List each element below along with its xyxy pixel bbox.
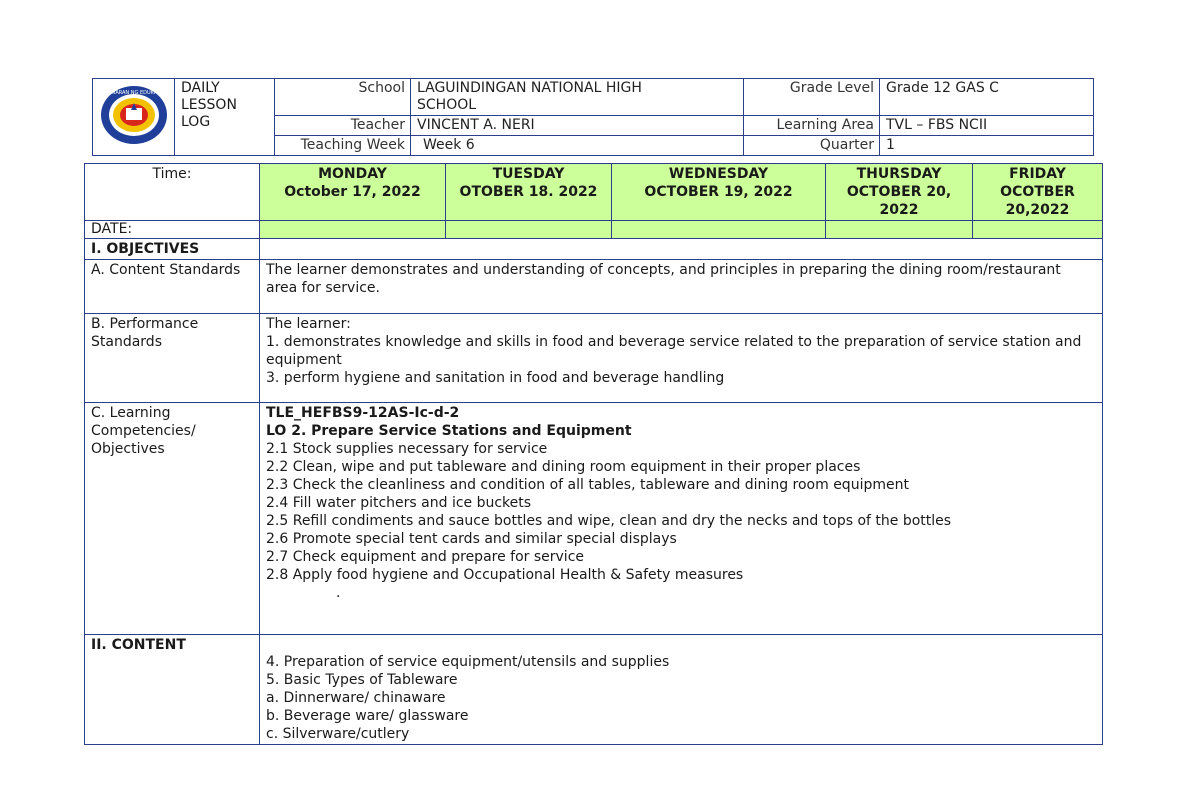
teacher-value: VINCENT A. NERI [411,116,744,136]
content-standards-label: A. Content Standards [85,260,260,314]
grade-level-label: Grade Level [744,79,880,116]
competency-item: 2.1 Stock supplies necessary for service [266,441,548,457]
content-line: a. Dinnerware/ chinaware [266,690,446,706]
competency-item: 2.3 Check the cleanliness and condition of all tables, tableware and dining room equipment [266,477,909,493]
objectives-blank [260,239,1103,260]
performance-line: 3. perform hygiene and sanitation in food and beverage handling [266,370,725,386]
competency-item: 2.5 Refill condiments and sauce bottles and wipe, clean and dry the necks and tops of the bottles [266,513,952,529]
teaching-week-label: Teaching Week [275,136,411,156]
school-value-line: SCHOOL [417,97,477,113]
competency-item: 2.8 Apply food hygiene and Occupational Health & Safety measures [266,567,744,583]
learning-outcome: LO 2. Prepare Service Stations and Equipment [266,423,632,439]
day-date: OCOTBER 20,2022 [1000,184,1075,218]
content-text [260,635,1103,745]
grade-level-value: Grade 12 GAS C [880,79,1094,116]
title-line: LOG [181,114,211,130]
time-label: Time: [85,164,260,221]
daily-lesson-log-title [175,79,275,156]
school-value-line: LAGUINDINGAN NATIONAL HIGH [417,80,642,96]
quarter-value: 1 [880,136,1094,156]
content-line: c. Silverware/cutlery [266,726,410,742]
date-cell-monday [260,221,446,239]
school-label: School [275,79,411,116]
performance-line: 1. demonstrates knowledge and skills in food and beverage service related to the preparation of service station and equipment [266,334,1082,368]
day-header-monday [260,164,446,221]
learning-area-value: TVL – FBS NCII [880,116,1094,136]
learning-area-label: Learning Area [744,116,880,136]
date-row [85,221,1103,239]
title-line: LESSON [181,97,237,113]
date-cell-friday [973,221,1103,239]
content-line: b. Beverage ware/ glassware [266,708,469,724]
learning-competencies-row [85,403,1103,635]
quarter-label: Quarter [744,136,880,156]
date-cell-thursday [826,221,973,239]
day-name: TUESDAY [492,166,565,182]
school-value [411,79,744,116]
competency-item: 2.2 Clean, wipe and put tableware and dining room equipment in their proper places [266,459,861,475]
learning-competencies-text [260,403,1103,635]
day-date: OCTOBER 19, 2022 [644,184,793,200]
content-row [85,635,1103,745]
day-header-wednesday [612,164,826,221]
day-header-row [85,164,1103,221]
competency-item: 2.4 Fill water pitchers and ice buckets [266,495,532,511]
performance-standards-row [85,314,1103,403]
performance-standards-label: B. Performance Standards [85,314,260,403]
svg-text:KAGAWARAN NG EDUKASYON: KAGAWARAN NG EDUKASYON [98,89,169,96]
learning-competencies-label: C. Learning Competencies/ Objectives [85,403,260,635]
content-heading: II. CONTENT [85,635,260,745]
objectives-row [85,239,1103,260]
date-label: DATE: [85,221,260,239]
content-line: 5. Basic Types of Tableware [266,672,458,688]
deped-logo-cell [93,79,175,156]
title-line: DAILY [181,80,220,96]
performance-standards-text [260,314,1103,403]
day-name: WEDNESDAY [668,166,769,182]
header-table [92,78,1094,156]
content-standards-row [85,260,1103,314]
day-header-thursday [826,164,973,221]
day-date: OCTOBER 20, 2022 [846,184,952,218]
deped-seal-icon [99,84,169,146]
performance-line: The learner: [266,316,351,332]
teaching-week-value: Week 6 [411,136,744,156]
day-header-friday [973,164,1103,221]
trailing-mark: . [336,585,341,601]
content-standards-text: The learner demonstrates and understanding of concepts, and principles in preparing the dining room/restaurant area for service. [260,260,1103,314]
day-name: THURSDAY [856,166,942,182]
day-header-tuesday [446,164,612,221]
day-date: OTOBER 18. 2022 [459,184,598,200]
date-cell-tuesday [446,221,612,239]
competency-code: TLE_HEFBS9-12AS-Ic-d-2 [266,405,460,421]
day-date: October 17, 2022 [284,184,421,200]
objectives-heading: I. OBJECTIVES [85,239,260,260]
lesson-log-table [84,163,1103,745]
day-name: MONDAY [318,166,387,182]
day-name: FRIDAY [1009,166,1066,182]
competency-item: 2.6 Promote special tent cards and similar special displays [266,531,677,547]
content-line: 4. Preparation of service equipment/utensils and supplies [266,654,670,670]
date-cell-wednesday [612,221,826,239]
competency-item: 2.7 Check equipment and prepare for service [266,549,585,565]
teacher-label: Teacher [275,116,411,136]
